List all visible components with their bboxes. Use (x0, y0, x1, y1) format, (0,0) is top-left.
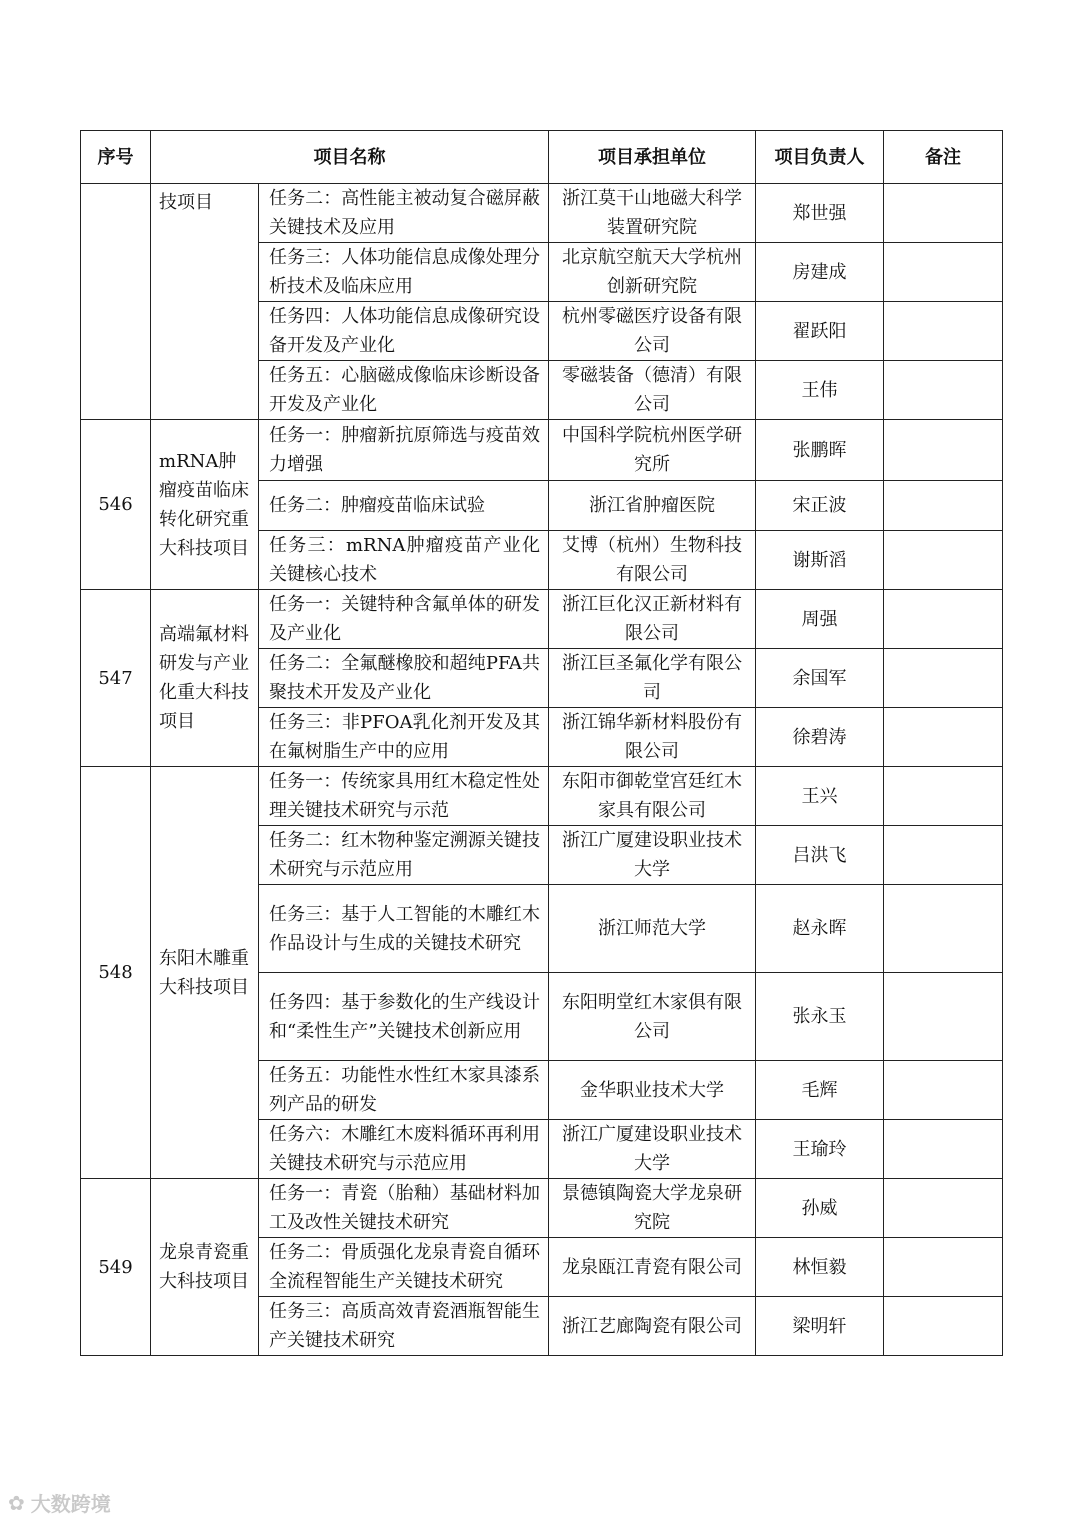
task-note (884, 531, 1003, 590)
task-unit: 浙江巨圣氟化学有限公司 (549, 649, 756, 708)
task-leader: 周强 (756, 590, 884, 649)
task-note (884, 826, 1003, 885)
watermark-logo-icon: ✿ (8, 1490, 25, 1515)
task-name: 任务二：骨质强化龙泉青瓷自循环全流程智能生产关键技术研究 (259, 1238, 549, 1297)
project-name: 东阳木雕重大科技项目 (151, 767, 259, 1179)
task-leader: 谢斯滔 (756, 531, 884, 590)
task-note (884, 361, 1003, 420)
task-note (884, 1179, 1003, 1238)
task-leader: 张鹏晖 (756, 420, 884, 481)
task-unit: 东阳市御乾堂宫廷红木家具有限公司 (549, 767, 756, 826)
table-row (81, 767, 1003, 826)
row-number: 547 (81, 590, 151, 767)
table-header-row (81, 131, 1003, 184)
task-note (884, 1238, 1003, 1297)
header-unit: 项目承担单位 (549, 131, 756, 184)
task-note (884, 1297, 1003, 1356)
task-name: 任务二：肿瘤疫苗临床试验 (259, 481, 549, 531)
task-unit: 金华职业技术大学 (549, 1061, 756, 1120)
task-leader: 张永玉 (756, 973, 884, 1061)
task-leader: 孙威 (756, 1179, 884, 1238)
task-unit: 东阳明堂红木家俱有限公司 (549, 973, 756, 1061)
row-number: 546 (81, 420, 151, 590)
table-row (81, 420, 1003, 481)
task-unit: 龙泉瓯江青瓷有限公司 (549, 1238, 756, 1297)
task-unit: 北京航空航天大学杭州创新研究院 (549, 243, 756, 302)
task-unit: 浙江艺廊陶瓷有限公司 (549, 1297, 756, 1356)
task-leader: 王瑜玲 (756, 1120, 884, 1179)
task-name: 任务五：功能性水性红木家具漆系列产品的研发 (259, 1061, 549, 1120)
task-note (884, 243, 1003, 302)
table-row (81, 1179, 1003, 1238)
task-unit: 浙江巨化汉正新材料有限公司 (549, 590, 756, 649)
task-name: 任务六：木雕红木废料循环再利用关键技术研究与示范应用 (259, 1120, 549, 1179)
row-number: 548 (81, 767, 151, 1179)
task-note (884, 420, 1003, 481)
task-note (884, 590, 1003, 649)
task-unit: 零磁装备（德清）有限公司 (549, 361, 756, 420)
task-leader: 吕洪飞 (756, 826, 884, 885)
task-leader: 梁明轩 (756, 1297, 884, 1356)
table-row (81, 184, 1003, 243)
task-unit: 中国科学院杭州医学研究所 (549, 420, 756, 481)
task-note (884, 1120, 1003, 1179)
task-leader: 郑世强 (756, 184, 884, 243)
task-name: 任务三：人体功能信息成像处理分析技术及临床应用 (259, 243, 549, 302)
task-name: 任务一：肿瘤新抗原筛选与疫苗效力增强 (259, 420, 549, 481)
task-unit: 浙江莫干山地磁大科学装置研究院 (549, 184, 756, 243)
task-note (884, 184, 1003, 243)
project-name: 龙泉青瓷重大科技项目 (151, 1179, 259, 1356)
header-project: 项目名称 (151, 131, 549, 184)
task-unit: 浙江师范大学 (549, 885, 756, 973)
task-name: 任务一：关键特种含氟单体的研发及产业化 (259, 590, 549, 649)
task-leader: 林恒毅 (756, 1238, 884, 1297)
task-note (884, 885, 1003, 973)
task-leader: 王伟 (756, 361, 884, 420)
task-name: 任务三：非PFOA乳化剂开发及其在氟树脂生产中的应用 (259, 708, 549, 767)
task-leader: 王兴 (756, 767, 884, 826)
task-note (884, 481, 1003, 531)
header-no: 序号 (81, 131, 151, 184)
task-unit: 景德镇陶瓷大学龙泉研究院 (549, 1179, 756, 1238)
task-name: 任务三：高质高效青瓷酒瓶智能生产关键技术研究 (259, 1297, 549, 1356)
task-name: 任务二：全氟醚橡胶和超纯PFA共聚技术开发及产业化 (259, 649, 549, 708)
task-name: 任务四：人体功能信息成像研究设备开发及产业化 (259, 302, 549, 361)
task-leader: 毛辉 (756, 1061, 884, 1120)
project-name: 高端氟材料研发与产业化重大科技项目 (151, 590, 259, 767)
task-name: 任务五：心脑磁成像临床诊断设备开发及产业化 (259, 361, 549, 420)
task-note (884, 302, 1003, 361)
task-unit: 浙江广厦建设职业技术大学 (549, 1120, 756, 1179)
project-name: 技项目 (151, 184, 259, 420)
table-row (81, 590, 1003, 649)
row-number (81, 184, 151, 420)
header-leader: 项目负责人 (756, 131, 884, 184)
task-note (884, 649, 1003, 708)
task-note (884, 1061, 1003, 1120)
project-table (80, 130, 1003, 1356)
task-leader: 徐碧涛 (756, 708, 884, 767)
watermark-text: 大数跨境 (30, 1492, 111, 1516)
task-unit: 浙江锦华新材料股份有限公司 (549, 708, 756, 767)
task-unit: 艾博（杭州）生物科技有限公司 (549, 531, 756, 590)
task-name: 任务二：红木物种鉴定溯源关键技术研究与示范应用 (259, 826, 549, 885)
row-number: 549 (81, 1179, 151, 1356)
task-leader: 房建成 (756, 243, 884, 302)
task-note (884, 767, 1003, 826)
task-unit: 浙江广厦建设职业技术大学 (549, 826, 756, 885)
task-leader: 宋正波 (756, 481, 884, 531)
watermark (8, 1488, 111, 1517)
task-name: 任务二：高性能主被动复合磁屏蔽关键技术及应用 (259, 184, 549, 243)
task-name: 任务三：mRNA肿瘤疫苗产业化关键核心技术 (259, 531, 549, 590)
task-name: 任务三：基于人工智能的木雕红木作品设计与生成的关键技术研究 (259, 885, 549, 973)
task-leader: 翟跃阳 (756, 302, 884, 361)
task-unit: 浙江省肿瘤医院 (549, 481, 756, 531)
task-note (884, 708, 1003, 767)
task-unit: 杭州零磁医疗设备有限公司 (549, 302, 756, 361)
task-name: 任务四：基于参数化的生产线设计和“柔性生产”关键技术创新应用 (259, 973, 549, 1061)
task-name: 任务一：青瓷（胎釉）基础材料加工及改性关键技术研究 (259, 1179, 549, 1238)
task-name: 任务一：传统家具用红木稳定性处理关键技术研究与示范 (259, 767, 549, 826)
task-note (884, 973, 1003, 1061)
task-leader: 余国军 (756, 649, 884, 708)
project-name: mRNA肿瘤疫苗临床转化研究重大科技项目 (151, 420, 259, 590)
header-note: 备注 (884, 131, 1003, 184)
task-leader: 赵永晖 (756, 885, 884, 973)
